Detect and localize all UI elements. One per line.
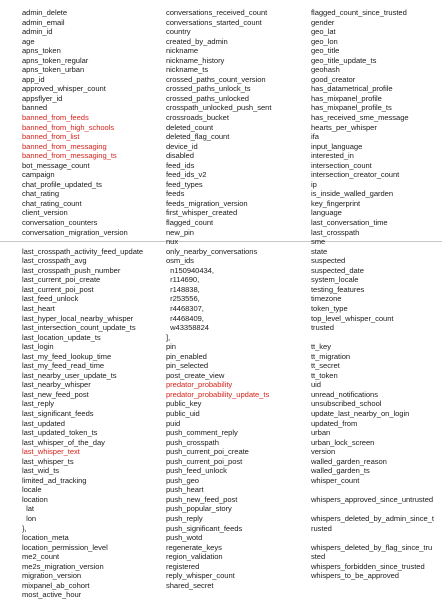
field-name: w43358824 [166, 323, 209, 333]
field-name: geo_lon [311, 36, 338, 46]
field-name: public_uid [166, 408, 200, 418]
field-name-highlighted: predator_probability_update_ts [166, 389, 270, 399]
field-name: last_current_poi_create [22, 275, 101, 285]
field-name: last_my_feed_lookup_time [22, 351, 112, 361]
field-name: is_inside_walled_garden [311, 189, 394, 199]
field-name: whispers_deleted_by_admin_since_t [311, 513, 434, 523]
field-name: last_crosspath [311, 227, 360, 237]
field-name: sted [311, 552, 326, 562]
field-name-highlighted: banned_from_high_schools [22, 122, 115, 132]
field-name: nickname_history [166, 55, 225, 65]
field-name: uid [311, 380, 321, 390]
field-name: good_creator [311, 74, 356, 84]
field-name: chat_profile_updated_ts [22, 179, 102, 189]
field-name: deleted_flag_count [166, 132, 230, 142]
field-name: r4468409, [166, 313, 204, 323]
field-name: puid [166, 418, 181, 428]
field-name: push_crosspath [166, 437, 219, 447]
field-name: last_crosspath_avg [22, 256, 87, 266]
field-name: apns_token_regular [22, 55, 89, 65]
field-name: last_updated [22, 418, 65, 428]
field-name: regenerate_keys [166, 542, 222, 552]
field-name: last_nearby_user_update_ts [22, 370, 117, 380]
field-name: conversation_migration_version [22, 227, 128, 237]
field-name: push_new_feed_post [166, 494, 238, 504]
field-name: mixpanel_ab_cohort [22, 580, 90, 590]
field-name: urban [311, 428, 331, 438]
field-name: last_whisper_of_the_day [22, 437, 105, 447]
field-name: r253556, [166, 294, 200, 304]
field-name: admin_id [22, 27, 53, 37]
field-name: feed_ids_v2 [166, 170, 207, 180]
field-name: last_feed_unlock [22, 294, 79, 304]
field-name: last_intersection_count_update_ts [22, 323, 136, 333]
field-name: has_mixpanel_profile [311, 93, 382, 103]
field-name: shared_secret [166, 580, 214, 590]
field-name [311, 485, 439, 495]
field-name: suspected [311, 256, 346, 266]
field-name: lon [22, 513, 37, 523]
field-name: has_mixpanel_profile_ts [311, 103, 392, 113]
field-name: }, [22, 523, 27, 533]
field-name: region_validation [166, 552, 223, 562]
field-name: key_fingerprint [311, 198, 361, 208]
field-name: campaign [22, 170, 55, 180]
field-name: last_nearby_whisper [22, 380, 91, 390]
field-name: has_datametrical_profile [311, 84, 393, 94]
field-name-highlighted: banned_from_messaging [22, 141, 107, 151]
field-name: push_current_poi_post [166, 456, 243, 466]
field-name: last_location_update_ts [22, 332, 101, 342]
field-name: top_level_whisper_count [311, 313, 394, 323]
field-name: feed_types [166, 179, 203, 189]
field-name: pin [166, 342, 176, 352]
field-name: last_significant_feeds [22, 408, 94, 418]
field-name: nickname_ts [166, 65, 209, 75]
field-name: last_login [22, 342, 54, 352]
field-name: r114690, [166, 275, 200, 285]
field-name: last_reply [22, 399, 54, 409]
field-name: tt_migration [311, 351, 351, 361]
field-name: push_feed_unlock [166, 466, 227, 476]
field-name: intersection_creator_count [311, 170, 400, 180]
field-name: updated_from [311, 418, 358, 428]
field-name: update_last_nearby_on_login [311, 408, 410, 418]
field-name: feed_ids [166, 160, 195, 170]
field-name: limited_ad_tracking [22, 475, 87, 485]
field-name: admin_email [22, 17, 65, 27]
field-name: chat_rating_count [22, 198, 82, 208]
field-name: deleted_count [166, 122, 214, 132]
field-name: me2s_migration_version [22, 561, 104, 571]
field-name: push_comment_reply [166, 428, 238, 438]
field-name: unread_notifications [311, 389, 378, 399]
field-name: conversation_counters [22, 218, 98, 228]
field-name: last_current_poi_post [22, 284, 94, 294]
field-name: approved_whisper_count [22, 84, 106, 94]
field-name: last_crosspath_push_number [22, 265, 121, 275]
field-name: hearts_per_whisper [311, 122, 377, 132]
field-name: push_popular_story [166, 504, 232, 514]
field-name-highlighted: banned_from_feeds [22, 113, 89, 123]
field-name: location_permission_level [22, 542, 108, 552]
field-name: push_current_poi_create [166, 447, 249, 457]
field-name: last_whisper_ts [22, 456, 74, 466]
field-name: whisper_count [311, 475, 360, 485]
field-name: has_received_sme_message [311, 113, 409, 123]
field-name: pin_selected [166, 361, 209, 371]
field-name: n150940434, [166, 265, 214, 275]
field-name: version [311, 447, 336, 457]
field-name: state [311, 246, 328, 256]
field-name: crossed_paths_unlock_ts [166, 84, 251, 94]
field-name: push_wotd [166, 533, 203, 543]
field-name: pin_enabled [166, 351, 207, 361]
field-name: crosspath_unlocked_push_sent [166, 103, 272, 113]
field-name: last_hyper_local_nearby_whisper [22, 313, 134, 323]
field-name: suspected_date [311, 265, 364, 275]
field-name: push_heart [166, 485, 204, 495]
field-name: whispers_to_be_approved [311, 571, 399, 581]
field-name: r4468307, [166, 303, 204, 313]
field-name: nux [166, 237, 179, 247]
field-name [311, 333, 439, 343]
field-name: whispers_forbidden_since_trusted [311, 561, 425, 571]
field-name: ip [311, 179, 317, 189]
field-name: whispers_approved_since_untrusted [311, 494, 434, 504]
field-name: testing_features [311, 284, 365, 294]
field-name: push_reply [166, 513, 203, 523]
field-name: new_pin [166, 227, 194, 237]
field-name: geo_lat [311, 27, 336, 37]
field-column-3 [311, 8, 439, 581]
field-name: urban_lock_screen [311, 437, 375, 447]
field-name: language [311, 208, 342, 218]
field-name: appsflyer_id [22, 93, 63, 103]
field-name: client_version [22, 208, 68, 218]
field-name: tt_key [311, 342, 331, 352]
field-column-2 [166, 8, 306, 590]
field-name-highlighted: banned_from_list [22, 132, 80, 142]
field-name: unsubscribed_school [311, 399, 382, 409]
field-name: input_language [311, 141, 363, 151]
field-name: reply_whisper_count [166, 571, 235, 581]
field-column-1 [22, 8, 154, 600]
field-name: ], [166, 332, 171, 342]
field-name: conversations_received_count [166, 8, 268, 17]
field-name: app_id [22, 74, 45, 84]
field-name: device_id [166, 141, 198, 151]
field-name: apns_token_urban [22, 65, 85, 75]
field-name: walled_garden_reason [311, 456, 387, 466]
field-name: apns_token [22, 46, 61, 56]
field-name: admin_delete [22, 8, 67, 17]
field-name-highlighted: last_whisper_text [22, 447, 80, 457]
field-name-highlighted: predator_probability [166, 380, 233, 390]
field-name: push_geo [166, 475, 199, 485]
field-name: last_new_feed_post [22, 389, 89, 399]
field-name: push_significant_feeds [166, 523, 243, 533]
field-name: system_locale [311, 275, 359, 285]
field-name: whispers_deleted_by_flag_since_tru [311, 542, 433, 552]
field-name: feeds [166, 189, 185, 199]
field-name: last_updated_token_ts [22, 428, 98, 438]
field-name: location [22, 494, 48, 504]
field-name: last_wid_ts [22, 466, 60, 476]
field-name: chat_rating [22, 189, 60, 199]
field-name: intersection_count [311, 160, 372, 170]
field-name: tt_token [311, 370, 338, 380]
field-name: only_nearby_conversations [166, 246, 258, 256]
field-name: first_whisper_created [166, 208, 238, 218]
field-name: location_meta [22, 533, 69, 543]
field-name: token_type [311, 303, 348, 313]
field-name: sme [311, 237, 326, 247]
field-name: country [166, 27, 191, 37]
field-name [311, 533, 439, 543]
field-name: age [22, 36, 35, 46]
field-name [311, 504, 439, 514]
field-name: registered [166, 561, 200, 571]
field-name: conversations_started_count [166, 17, 262, 27]
field-name: most_active_hour [22, 590, 82, 600]
field-name: crossroads_bucket [166, 113, 229, 123]
field-name: walled_garden_ts [311, 466, 370, 476]
field-name: migration_version [22, 571, 82, 581]
field-name: trusted [311, 323, 334, 333]
field-name: last_heart [22, 303, 55, 313]
field-name: geo_title_update_ts [311, 55, 377, 65]
field-name: gender [311, 17, 335, 27]
field-name: lat [22, 504, 34, 514]
field-name: crossed_paths_unlocked [166, 93, 249, 103]
field-name: tt_secret [311, 361, 340, 371]
field-name: timezone [311, 294, 342, 304]
field-name: feeds_migration_version [166, 198, 248, 208]
field-name: bot_message_count [22, 160, 90, 170]
field-name: post_create_view [166, 370, 225, 380]
field-name: last_my_feed_read_time [22, 361, 105, 371]
field-name: flagged_count_since_trusted [311, 8, 407, 17]
field-name: r148838, [166, 284, 200, 294]
field-name: public_key [166, 399, 202, 409]
field-name: ifa [311, 132, 319, 142]
field-name: rusted [311, 523, 332, 533]
field-name: last_conversation_time [311, 218, 388, 228]
field-name: banned [22, 103, 48, 113]
field-name: interested_in [311, 151, 354, 161]
field-name: flagged_count [166, 218, 214, 228]
field-name: last_crosspath_activity_feed_update [22, 246, 144, 256]
field-name: osm_ids [166, 256, 194, 266]
field-name: created_by_admin [166, 36, 228, 46]
field-name: locale [22, 485, 42, 495]
field-name: geohash [311, 65, 340, 75]
field-name: geo_title [311, 46, 340, 56]
field-name: me2_count [22, 552, 60, 562]
field-name: disabled [166, 151, 194, 161]
field-name [22, 237, 154, 247]
field-name: crossed_paths_count_version [166, 74, 266, 84]
field-name: nickname [166, 46, 199, 56]
field-name-highlighted: banned_from_messaging_ts [22, 151, 117, 161]
